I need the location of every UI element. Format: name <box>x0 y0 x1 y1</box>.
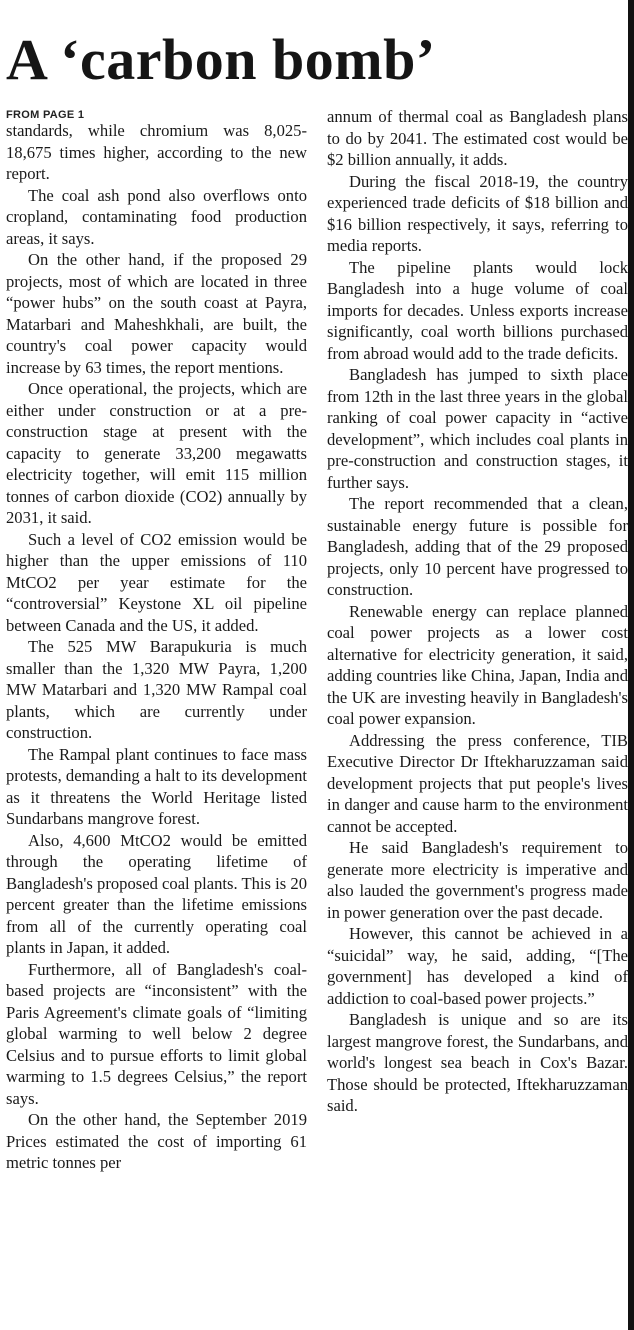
paragraph: Such a level of CO2 emission would be higher than the upper emissions of 110 MtCO2 per year estimate for the “controversial” Keystone XL oil pipeline between Canada and the US, it added. <box>6 529 307 635</box>
headline: A ‘carbon bomb’ <box>6 27 436 92</box>
paragraph: During the fiscal 2018-19, the country experienced trade deficits of $18 billion and $16 billion respectively, it says, referring to media reports. <box>327 171 628 255</box>
paragraph: standards, while chromium was 8,025-18,675 times higher, according to the new report. <box>6 121 307 183</box>
paragraph: Bangladesh is unique and so are its largest mangrove forest, the Sundarbans, and world's longest sea beach in Cox's Bazar. Those should be protected, Iftekharuzzaman said. <box>327 1010 628 1115</box>
paragraph: The coal ash pond also overflows onto cropland, contaminating food production areas, it says. <box>6 185 307 248</box>
paragraph: Also, 4,600 MtCO2 would be emitted through the operating lifetime of Bangladesh's proposed coal plants. This is 20 percent greater than the lifetime emissions from all of the currently operating coal plants in Japan, it added. <box>6 830 307 957</box>
article-column-right <box>327 106 628 1117</box>
paragraph: Furthermore, all of Bangladesh's coal-based projects are “inconsistent” with the Paris Agreement's climate goals of “limiting global warming to well below 2 degree Celsius and to pursue efforts to limit global warming to 1.5 degrees Celsius,” the report says. <box>6 959 307 1108</box>
paragraph: The report recommended that a clean, sustainable energy future is possible for Bangladesh, adding that of the 29 proposed projects, only 10 percent have progressed to construction. <box>327 494 628 599</box>
jump-line: FROM PAGE 1 <box>6 109 85 121</box>
page-edge-bar <box>628 0 634 1330</box>
paragraph: The 525 MW Barapukuria is much smaller than the 1,320 MW Payra, 1,200 MW Matarbari and 1,320 MW Rampal coal plants, which are currently under construction. <box>6 637 307 742</box>
paragraph: Addressing the press conference, TIB Executive Director Dr Iftekharuzzaman said development projects that put people's lives in danger and cause harm to the environment cannot be accepted. <box>327 730 628 836</box>
paragraph: The pipeline plants would lock Bangladesh into a huge volume of coal imports for decades. Unless exports increase significantly, coal worth billions purchased from abroad would add to the trade deficits. <box>327 257 628 363</box>
paragraph: Bangladesh has jumped to sixth place from 12th in the last three years in the global ranking of coal power capacity in “active development”, which includes coal plants in pre-construction and construction stages, it further says. <box>327 365 628 492</box>
paragraph: Renewable energy can replace planned coal power projects as a lower cost alternative for electricity generation, it said, adding countries like China, Japan, India and the UK are investing heavily in Bangladesh's coal power expansion. <box>327 601 628 728</box>
paragraph: annum of thermal coal as Bangladesh plans to do by 2041. The estimated cost would be $2 billion annually, it adds. <box>327 107 628 169</box>
paragraph: Once operational, the projects, which are either under construction or at a pre-construction stage at present with the capacity to generate 33,200 megawatts electricity together, will emit 115 million tonnes of carbon dioxide (CO2) annually by 2031, it said. <box>6 379 307 527</box>
paragraph: He said Bangladesh's requirement to generate more electricity is imperative and also lauded the government's progress made in power generation over the past decade. <box>327 838 628 922</box>
paragraph: The Rampal plant continues to face mass protests, demanding a halt to its development as it threatens the World Heritage listed Sundarbans mangrove forest. <box>6 744 307 828</box>
paragraph: However, this cannot be achieved in a “suicidal” way, he said, adding, “[The government] has developed a kind of addiction to coal-based power projects.” <box>327 924 628 1008</box>
article-column-left <box>6 104 307 1174</box>
paragraph: On the other hand, if the proposed 29 projects, most of which are located in three “power hubs” on the south coast at Payra, Matarbari and Maheshkhali, are built, the country's coal power capacity would increase by 63 times, the report mentions. <box>6 250 307 377</box>
paragraph: On the other hand, the September 2019 Prices estimated the cost of importing 61 metric tonnes per <box>6 1110 307 1172</box>
